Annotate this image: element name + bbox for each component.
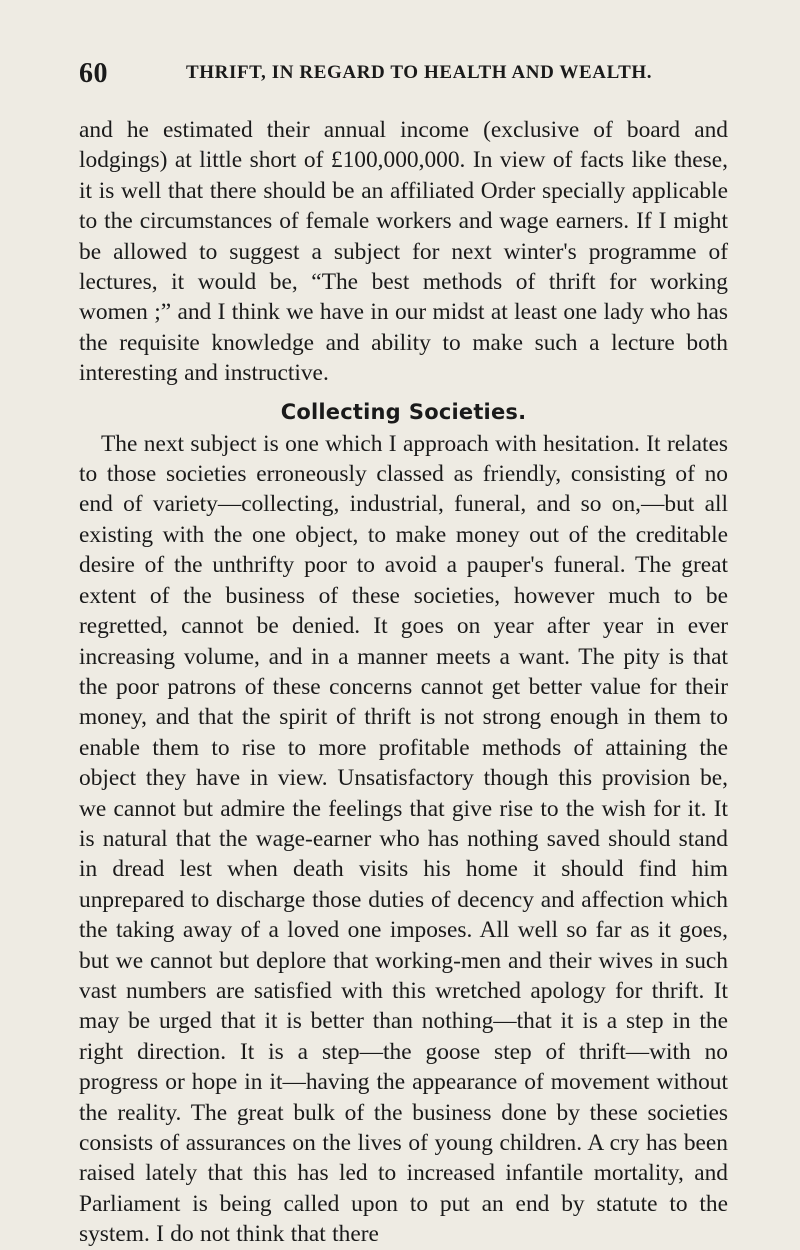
running-head (79, 58, 727, 88)
running-title: THRIFT, IN REGARD TO HEALTH AND WEALTH. (186, 62, 653, 83)
body-text (79, 115, 728, 1250)
paragraph-continued: and he estimated their annual income (exclusive of board and lodgings) at little short of £100,000,000. In view of facts like these, it is well that there should be an affiliated Order specially applicable to the circumstances of female workers and wage earners. If I might be allowed to suggest a subject for next winter's programme of lectures, it would be, “The best methods of thrift for working women ;” and I think we have in our midst at least one lady who has the requisite knowledge and ability to make such a lecture both interesting and instructive. (79, 117, 728, 387)
page-number: 60 (79, 58, 108, 89)
section-heading: Collecting Societies. (280, 399, 527, 424)
paragraph-collecting-societies: The next subject is one which I approach with hesitation. It relates to those societies erroneously classed as friendly, consisting of no end of variety—collecting, industrial, funeral, and so on,—but all existing with the one object, to make money out of the creditable desire of the unthrifty poor to avoid a pauper's funeral. The great extent of the business of these societies, however much to be regretted, cannot be denied. It goes on year after year in ever increasing volume, and in a manner meets a want. The pity is that the poor patrons of these concerns cannot get better value for their money, and that the spirit of thrift is not strong enough in them to enable them to rise to more profitable methods of attaining the object they have in view. Unsatisfactory though this provision be, we cannot but admire the feelings that give rise to the wish for it. It is natural that the wage-earner who has nothing saved should stand in dread lest when death visits his home it should find him unprepared to discharge those duties of decency and affection which the taking away of a loved one imposes. All well so far as it goes, but we cannot but deplore that working-men and their wives in such vast numbers are satisfied with this wretched apology for thrift. It may be urged that it is better than nothing—that it is a step in the right direction. It is a step—the goose step of thrift—with no progress or hope in it—having the appearance of movement without the reality. The great bulk of the business done by these societies consists of assurances on the lives of young children. A cry has been raised lately that this has led to increased infantile mortality, and Parliament is being called upon to put an end by statute to the system. I do not think that there (79, 430, 728, 1248)
